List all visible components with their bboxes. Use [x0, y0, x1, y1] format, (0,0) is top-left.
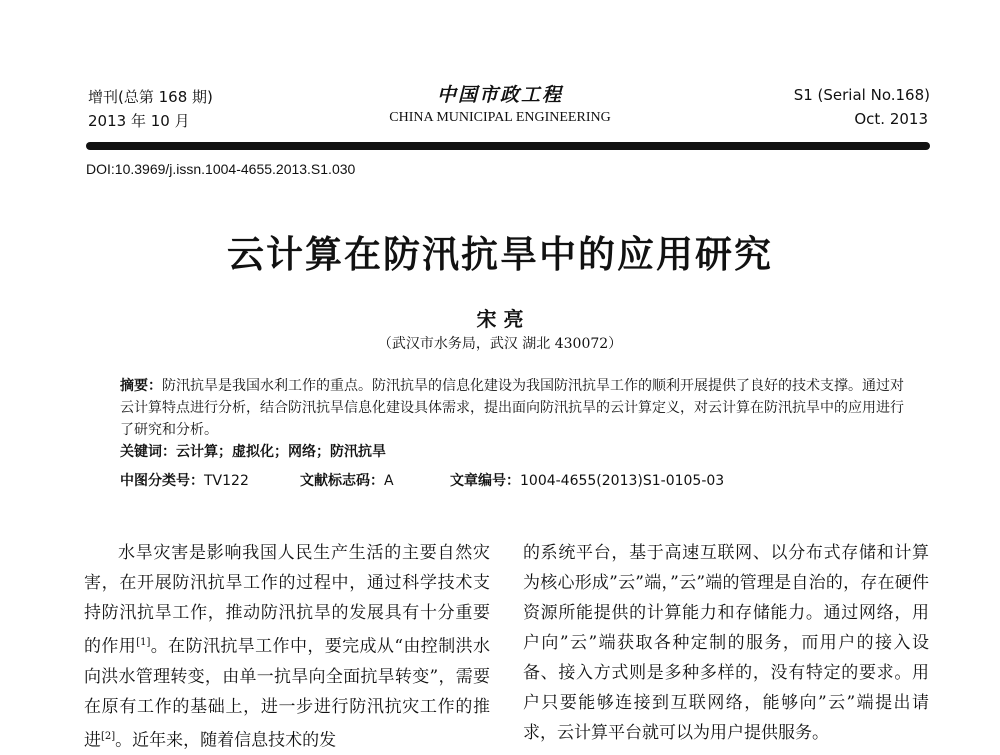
body-paragraph	[84, 538, 490, 755]
paragraph-text-cont: 。在防汛抗旱工作中，要完成从“由控制洪水向洪水管理转变，由单一抗旱向全面抗旱转变”，需要在原有工作的基础上，进一步进行防汛抗灾工作的推进	[84, 636, 490, 751]
keywords	[120, 441, 910, 463]
citation-1: [1]	[136, 637, 151, 648]
doc-label: 文献标志码：	[300, 473, 384, 489]
body-right-column	[523, 538, 929, 748]
issue-date: 2013 年 10 月	[88, 112, 190, 130]
affiliation: （武汉市水务局，武汉 湖北 430072）	[377, 336, 623, 352]
clc-number	[120, 470, 249, 490]
abstract-body	[120, 375, 910, 441]
body-left-column	[84, 538, 490, 755]
abstract-label: 摘要：	[120, 378, 162, 394]
journal-name-en: CHINA MUNICIPAL ENGINEERING	[389, 110, 611, 125]
journal-name-cn: 中国市政工程	[436, 84, 563, 106]
date-en: Oct. 2013	[854, 110, 928, 128]
abstract	[120, 375, 910, 463]
article-title: 云计算在防汛抗旱中的应用研究	[227, 232, 773, 276]
clc-label: 中图分类号：	[120, 473, 204, 489]
body-paragraph-right: 的系统平台，基于高速互联网、以分布式存储和计算为核心形成”云”端，”云”端的管理是自治的，存在硬件资源所能提供的计算能力和存储能力。通过网络，用户向”云”端获取各种定制的服务，而用户的接入设备、接入方式则是多种多样的，没有特定的要求。用户只要能够连接到互联网络，能够向”云”端提出请求，云计算平台就可以为用户提供服务。	[523, 543, 929, 743]
article-number	[450, 470, 724, 490]
doi: DOI:10.3969/j.issn.1004-4655.2013.S1.030	[86, 161, 356, 177]
clc-value: TV122	[204, 473, 249, 489]
keywords-text: 云计算；虚拟化；网络；防汛抗旱	[176, 444, 386, 460]
paragraph-text-end: 。近年来，随着信息技术的发	[115, 730, 337, 751]
abstract-text: 防汛抗旱是我国水利工作的重点。防汛抗旱的信息化建设为我国防汛抗旱工作的顺利开展提供了良好的技术支撑。通过对云计算特点进行分析，结合防汛抗旱信息化建设具体需求，提出面向防汛抗旱的云计算定义，对云计算在防汛抗旱中的应用进行了研究和分析。	[120, 378, 904, 438]
issue-number: 增刊(总第 168 期)	[88, 88, 213, 106]
citation-2: [2]	[101, 730, 116, 742]
article-label: 文章编号：	[450, 473, 520, 489]
article-value: 1004-4655(2013)S1-0105-03	[520, 473, 725, 489]
document-code	[300, 470, 394, 490]
serial-number: S1 (Serial No.168)	[793, 86, 930, 104]
header-rule	[86, 142, 930, 150]
author: 宋 亮	[476, 307, 524, 331]
paragraph-text: 水旱灾害是影响我国人民生产生活的主要自然灾害，在开展防汛抗旱工作的过程中，通过科学技术支持防汛抗旱工作，推动防汛抗旱的发展具有十分重要的作用	[84, 543, 490, 657]
doc-value: A	[384, 473, 394, 489]
keywords-label: 关键词：	[120, 444, 176, 460]
